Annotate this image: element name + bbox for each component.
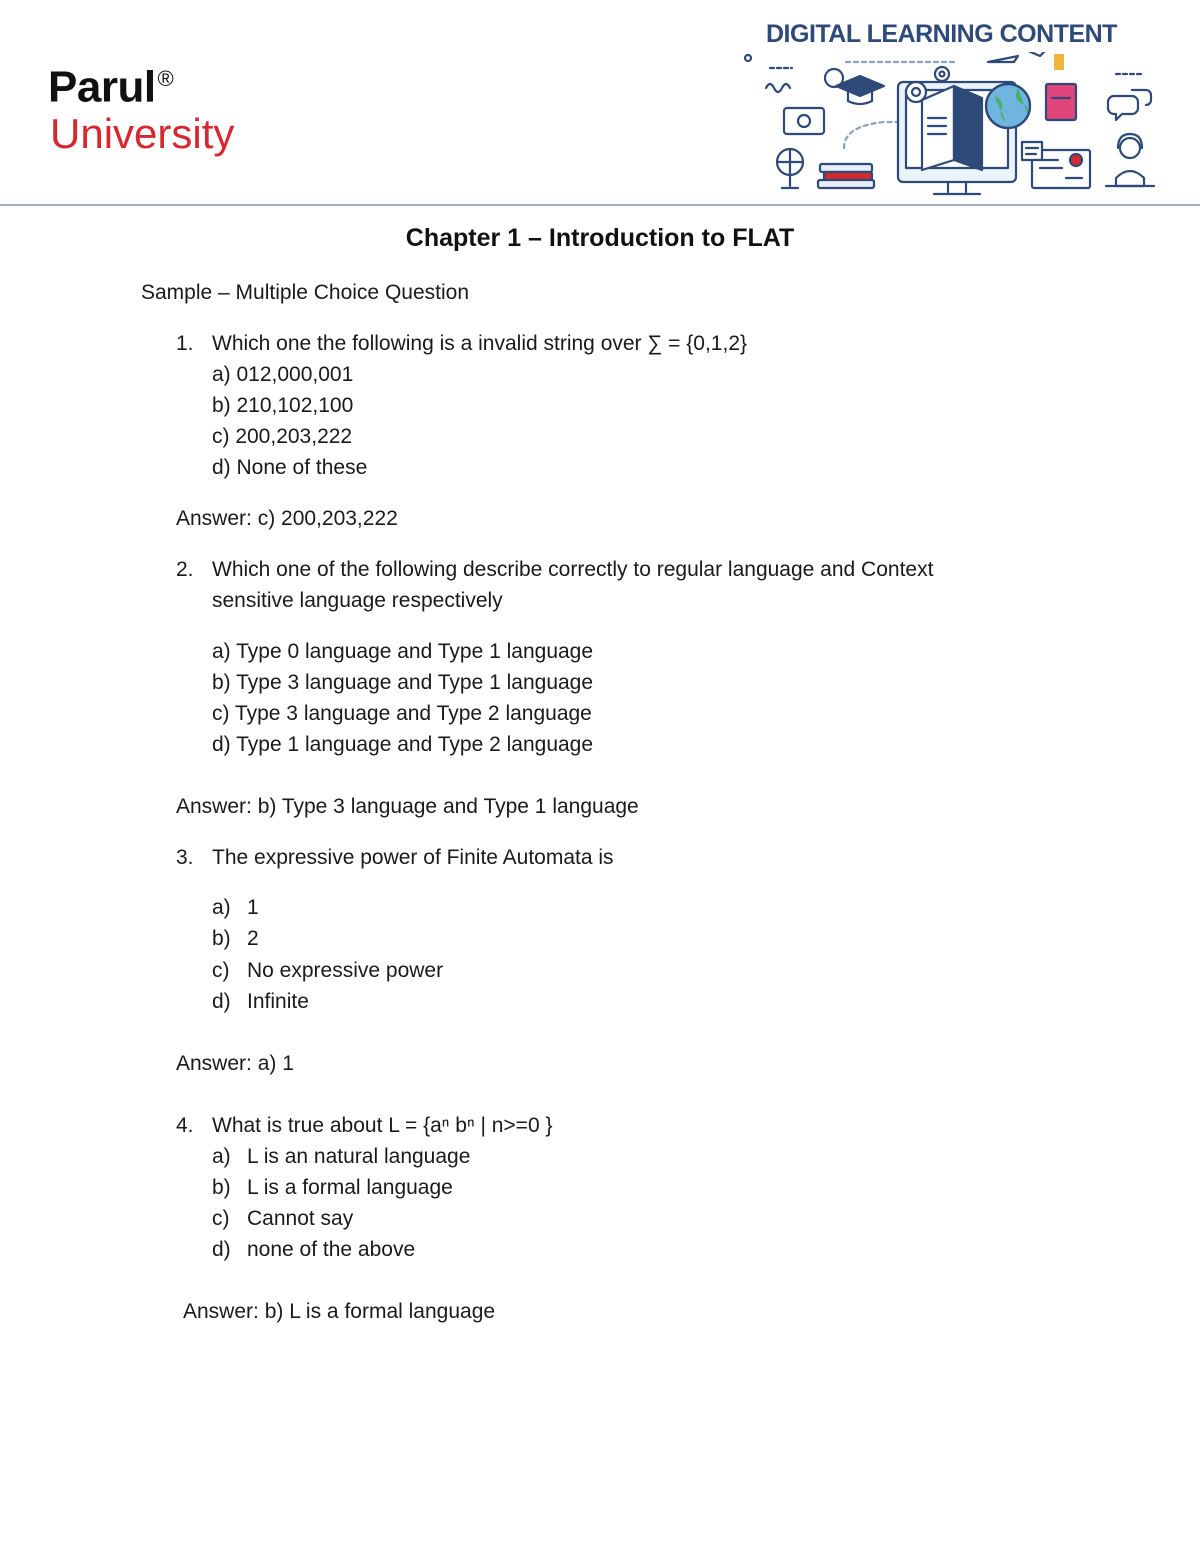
brand-name: Parul <box>48 62 156 112</box>
question-text: The expressive power of Finite Automata is <box>212 846 614 869</box>
option-letter: d) <box>212 1238 231 1261</box>
digital-learning-illustration-icon <box>726 52 1166 206</box>
question-number: 1. <box>176 332 194 355</box>
question-number: 2. <box>176 558 194 581</box>
answer-option: 2 <box>247 927 259 950</box>
answer-option: c) 200,203,222 <box>212 425 353 448</box>
answer-option: b) 210,102,100 <box>212 394 354 417</box>
page-title: Chapter 1 – Introduction to FLAT <box>405 224 795 252</box>
question-text: What is true about L = {aⁿ bⁿ | n>=0 } <box>212 1114 553 1137</box>
answer-option: 1 <box>247 896 259 919</box>
answer-option: a) 012,000,001 <box>212 363 354 386</box>
question-text: Which one the following is a invalid string over ∑ = {0,1,2} <box>212 332 748 355</box>
answer-line: Answer: a) 1 <box>176 1052 294 1075</box>
answer-line: Answer: b) L is a formal language <box>183 1300 496 1323</box>
option-letter: b) <box>212 927 231 950</box>
option-letter: a) <box>212 1145 231 1168</box>
answer-option: L is a formal language <box>247 1176 453 1199</box>
answer-option: Cannot say <box>247 1207 354 1230</box>
option-letter: d) <box>212 990 231 1013</box>
header-divider <box>0 204 1200 206</box>
answer-option: No expressive power <box>247 959 444 982</box>
option-letter: c) <box>212 1207 230 1230</box>
option-letter: b) <box>212 1176 231 1199</box>
answer-line: Answer: b) Type 3 language and Type 1 language <box>176 795 639 818</box>
question-text: Which one of the following describe correctly to regular language and Context <box>212 558 934 581</box>
question-number: 3. <box>176 846 194 869</box>
section-subtitle: Sample – Multiple Choice Question <box>141 281 470 304</box>
registered-mark: ® <box>157 66 174 91</box>
answer-option: L is an natural language <box>247 1145 471 1168</box>
banner-title: DIGITAL LEARNING CONTENT <box>766 20 1117 48</box>
answer-option: d) None of these <box>212 456 368 479</box>
answer-line: Answer: c) 200,203,222 <box>176 507 398 530</box>
answer-option: c) Type 3 language and Type 2 language <box>212 702 592 725</box>
option-letter: a) <box>212 896 231 919</box>
answer-option: none of the above <box>247 1238 416 1261</box>
answer-option: b) Type 3 language and Type 1 language <box>212 671 594 694</box>
question-number: 4. <box>176 1114 194 1137</box>
option-letter: c) <box>212 959 230 982</box>
brand-sub: University <box>50 109 235 157</box>
answer-option: d) Type 1 language and Type 2 language <box>212 733 594 756</box>
question-text: sensitive language respectively <box>212 589 503 612</box>
answer-option: a) Type 0 language and Type 1 language <box>212 640 594 663</box>
answer-option: Infinite <box>247 990 309 1013</box>
parul-university-logo <box>48 55 234 156</box>
page-header <box>0 0 1200 206</box>
